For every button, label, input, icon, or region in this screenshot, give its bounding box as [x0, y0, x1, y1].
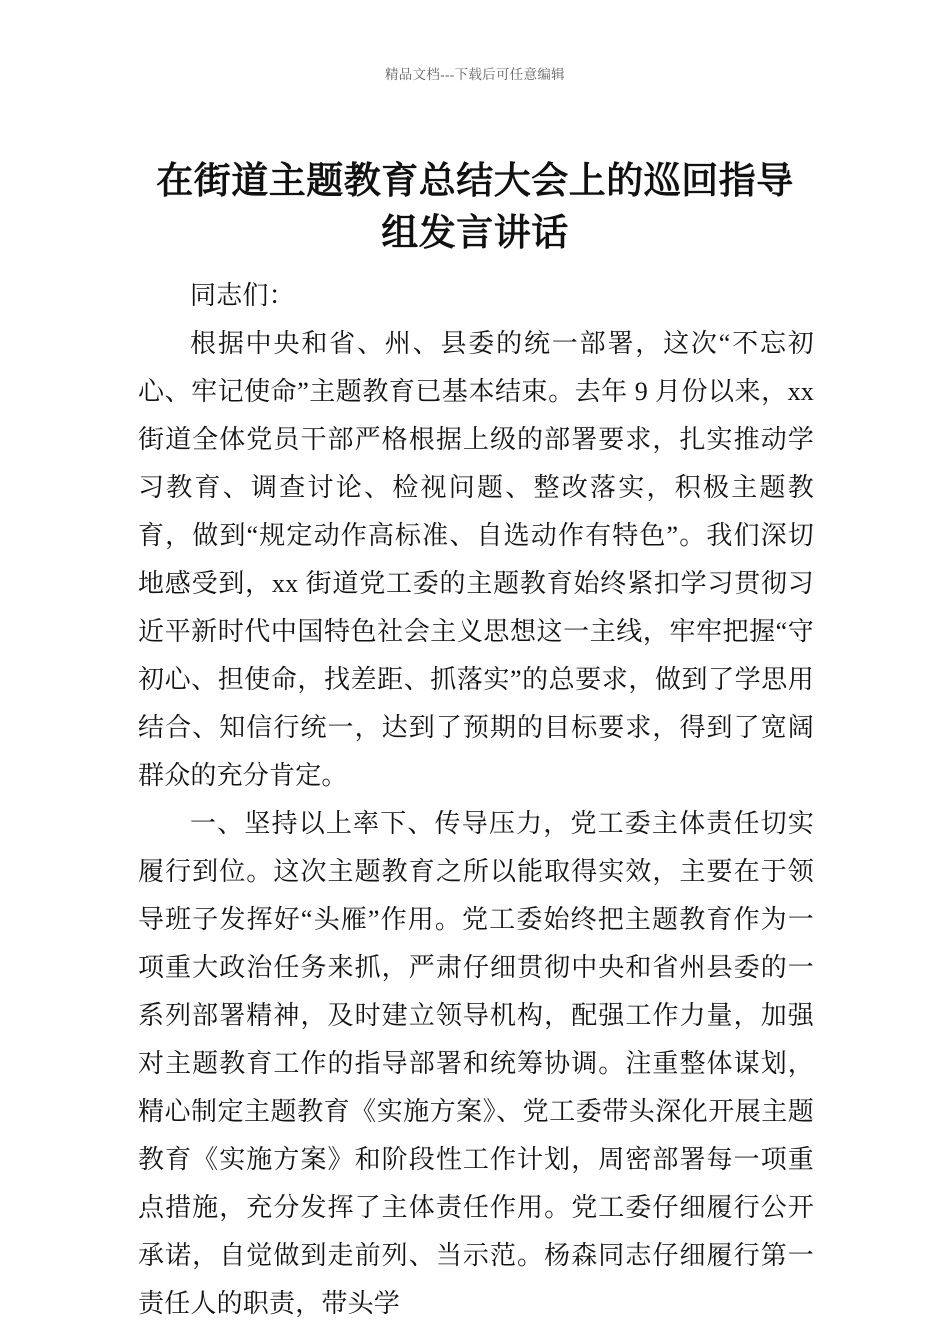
- document-body: [138, 272, 814, 1328]
- salutation-line: 同志们：: [190, 281, 295, 310]
- page-title: 在街道主题教育总结大会上的巡回指导组发言讲话: [156, 158, 794, 254]
- body-paragraph-1: 根据中央和省、州、县委的统一部署，这次“不忘初心、牢记使命”主题教育已基本结束。去年 9 月份以来，xx 街道全体党员干部严格根据上级的部署要求，扎实推动学习教育、调查讨论、检视问题、整改落实，积极主题教育，做到“规定动作高标准、自选动作有特色”。我们深切地感受到，xx 街道党工委的主题教育始终紧扣学习贯彻习近平新时代中国特色社会主义思想这一主线，牢牢把握“守初心、担使命，找差距、抓落实”的总要求，做到了学思用结合、知信行统一，达到了预期的目标要求，得到了宽阔群众的充分肯定。: [138, 329, 814, 790]
- document-running-header: 精品文档---下载后可任意编辑: [385, 67, 565, 82]
- body-paragraph-2: 一、坚持以上率下、传导压力，党工委主体责任切实履行到位。这次主题教育之所以能取得实效，主要在于领导班子发挥好“头雁”作用。党工委始终把主题教育作为一项重大政治任务来抓，严肃仔细贯彻中央和省州县委的一系列部署精神，及时建立领导机构，配强工作力量，加强对主题教育工作的指导部署和统筹协调。注重整体谋划，精心制定主题教育《实施方案》、党工委带头深化开展主题教育《实施方案》和阶段性工作计划，周密部署每一项重点措施，充分发挥了主体责任作用。党工委仔细履行公开承诺，自觉做到走前列、当示范。杨森同志仔细履行第一责任人的职责，带头学: [138, 809, 814, 1318]
